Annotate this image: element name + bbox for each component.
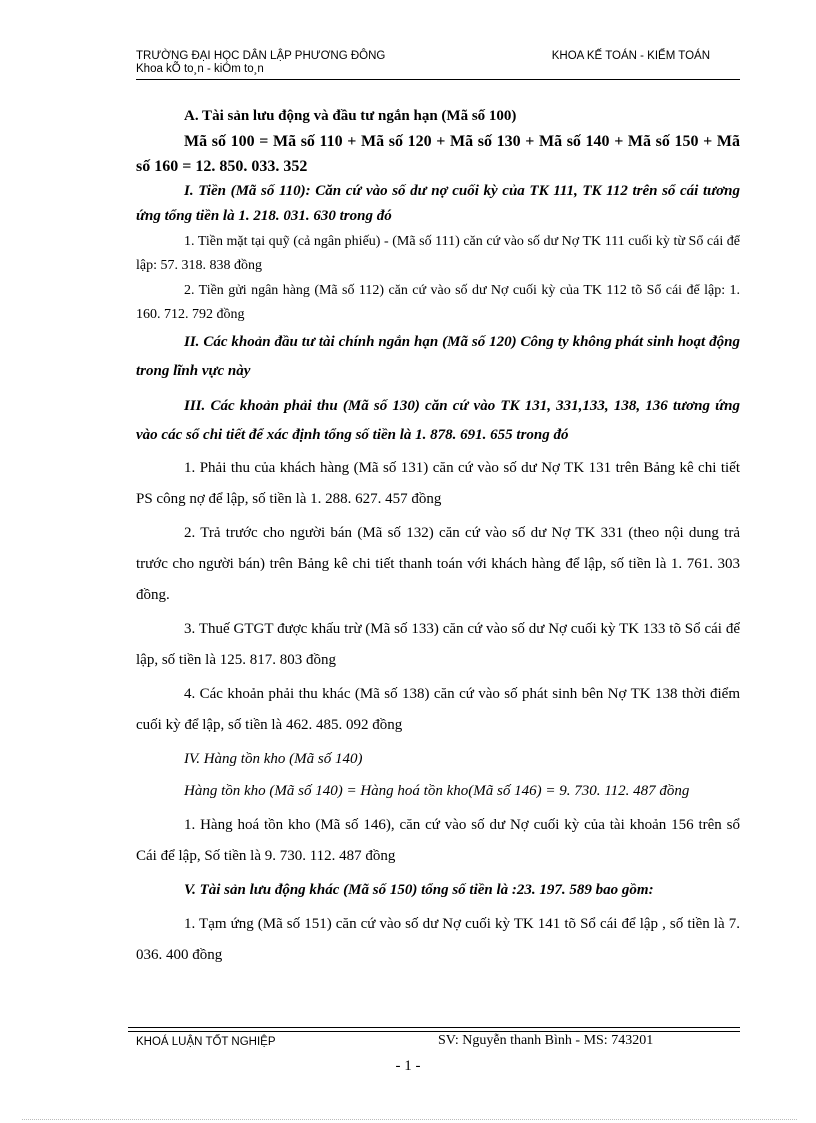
section-4-heading: IV. Hàng tồn kho (Mã số 140) [184, 751, 363, 767]
department-name: KHOA KẾ TOÁN - KIỂM TOÁN [551, 50, 710, 62]
item-151: 1. Tạm ứng (Mã số 151) căn cứ vào số dư Nợ cuối kỳ TK 141 tõ Sổ cái để lập , số tiền là 7. 036. 400 đồng [136, 916, 740, 963]
footer-divider-top [128, 1027, 740, 1028]
item-146: 1. Hàng hoá tồn kho (Mã số 146), căn cứ vào số dư Nợ cuối kỳ của tài khoản 156 trên sổ Cái để lập, Số tiền là 9. 730. 112. 487 đồng [136, 817, 740, 864]
footer-student-info: SV: Nguyễn thanh Bình - MS: 743201 [438, 1033, 654, 1048]
footer-thesis-label: KHOÁ LUẬN TỐT NGHIỆP [136, 1036, 276, 1048]
section-3-heading: III. Các khoản phải thu (Mã số 130) căn cứ vào TK 131, 331,133, 138, 136 tương ứng vào các sổ chi tiết để xác định tổng số tiền là 1. 878. 691. 655 trong đó [136, 398, 740, 443]
formula-140: Hàng tồn kho (Mã số 140) = Hàng hoá tồn kho(Mã số 146) = 9. 730. 112. 487 đồng [184, 783, 690, 799]
item-138: 4. Các khoản phải thu khác (Mã số 138) căn cứ vào số phát sinh bên Nợ TK 138 thời điểm cuối kỳ để lập, số tiền là 462. 485. 092 đồng [136, 686, 740, 733]
faculty-name: Khoa kÕ to¸n - kiÓm to¸n [136, 63, 264, 75]
section-5-heading: V. Tài sản lưu động khác (Mã số 150) tổng số tiền là :23. 197. 589 bao gồm: [184, 882, 654, 898]
footer-divider-bottom [128, 1031, 740, 1032]
section-1-heading: I. Tiền (Mã số 110): Căn cứ vào số dư nợ cuối kỳ của TK 111, TK 112 trên sổ cái tương ứng tổng tiền là 1. 218. 031. 630 trong đó [136, 183, 740, 224]
section-2-heading: II. Các khoản đầu tư tài chính ngắn hạn (Mã số 120) Công ty không phát sinh hoạt động trong lĩnh vực này [136, 334, 740, 379]
page-number: - 1 - [395, 1058, 421, 1074]
document-body [136, 104, 740, 971]
item-112: 2. Tiền gửi ngân hàng (Mã số 112) căn cứ vào số dư Nợ cuối kỳ của TK 112 tõ Sổ cái để lập: 1. 160. 712. 792 đồng [136, 283, 740, 322]
school-name: TRƯỜNG ĐẠI HỌC DÂN LẬP PHƯƠNG ĐÔNG [136, 50, 386, 62]
item-133: 3. Thuế GTGT được khấu trừ (Mã số 133) căn cứ vào số dư Nợ cuối kỳ TK 133 tõ Sổ cái để lập, số tiền là 125. 817. 803 đồng [136, 621, 740, 668]
formula-100: Mã số 100 = Mã số 110 + Mã số 120 + Mã số 130 + Mã số 140 + Mã số 150 + Mã số 160 = 12. 850. 033. 352 [136, 133, 740, 175]
header-left [136, 50, 385, 76]
item-131: 1. Phải thu của khách hàng (Mã số 131) căn cứ vào số dư Nợ TK 131 trên Bảng kê chi tiết PS công nợ để lập, số tiền là 1. 288. 627. 457 đồng [136, 460, 740, 507]
header-divider [136, 79, 740, 80]
item-132: 2. Trả trước cho người bán (Mã số 132) căn cứ vào số dư Nợ TK 331 (theo nội dung trả trước cho người bán) trên Bảng kê chi tiết thanh toán với khách hàng để lập, số tiền là 1. 761. 303 đồng. [136, 525, 740, 603]
item-111: 1. Tiền mặt tại quỹ (cả ngân phiếu) - (Mã số 111) căn cứ vào số dư Nợ TK 111 cuối kỳ từ Sổ cái để lập: 57. 318. 838 đồng [136, 234, 740, 273]
heading-a: A. Tài sản lưu động và đầu tư ngắn hạn (Mã số 100) [184, 108, 517, 124]
page-bottom-edge [22, 1119, 797, 1120]
